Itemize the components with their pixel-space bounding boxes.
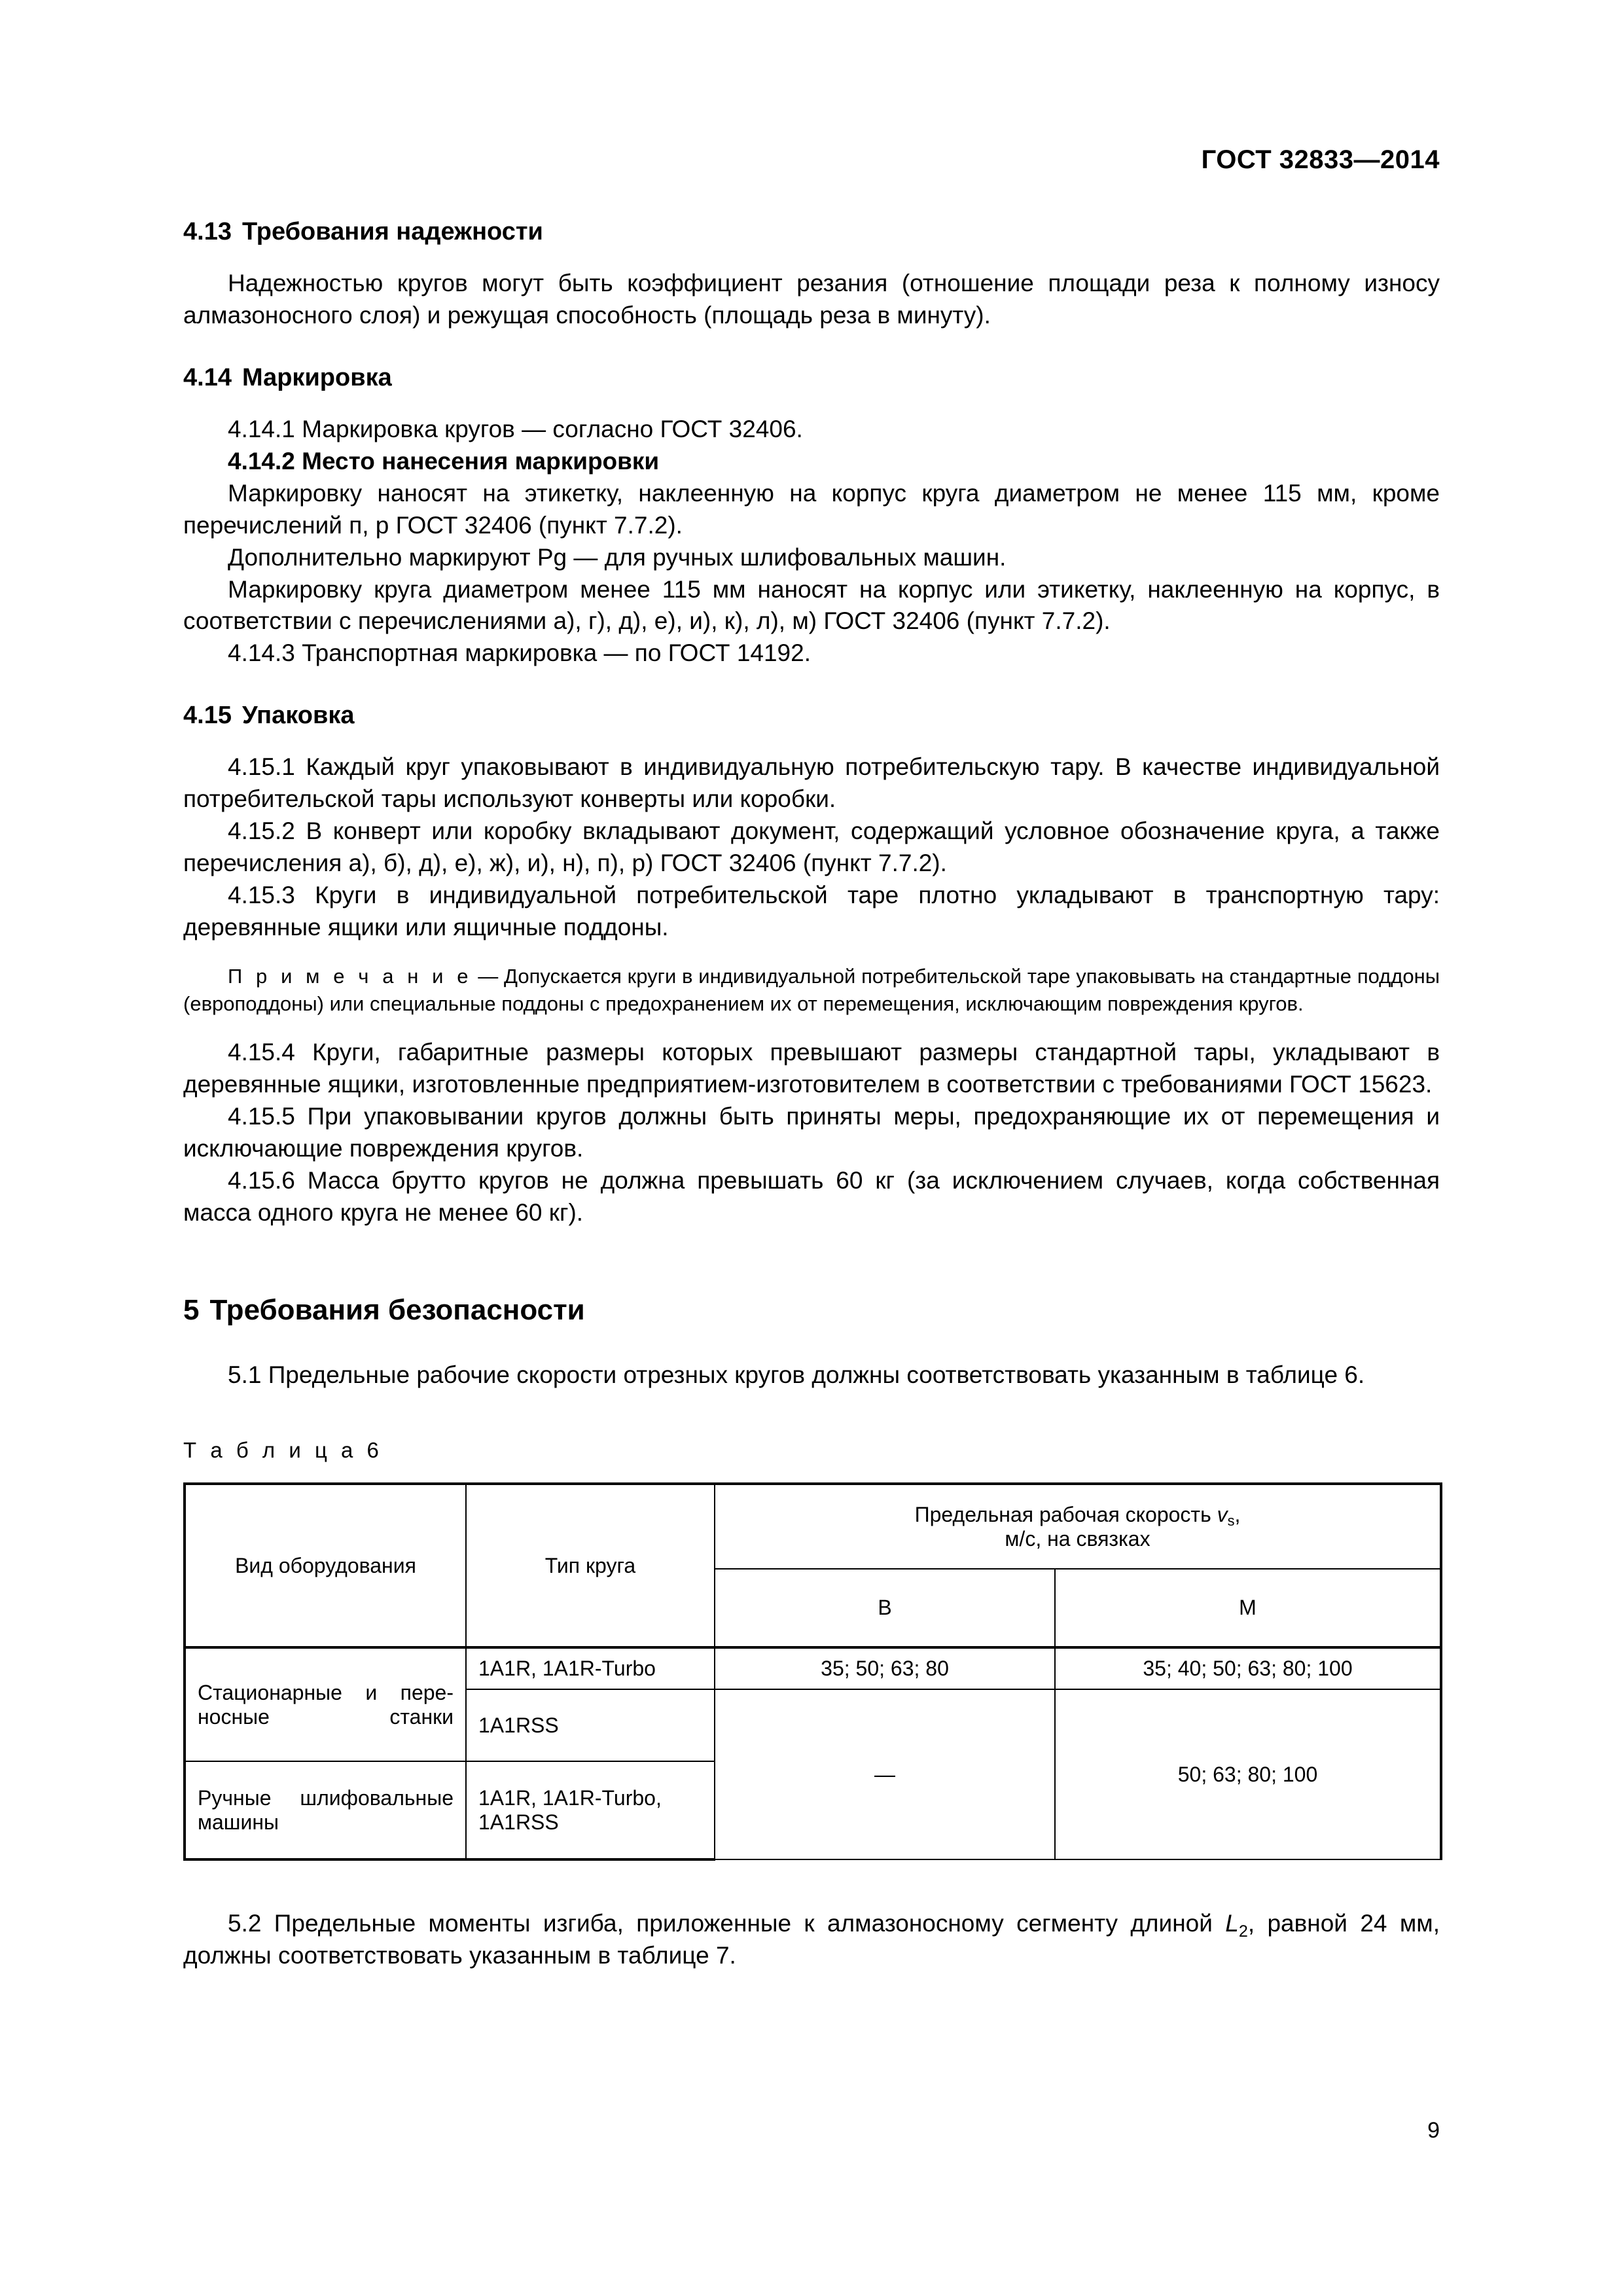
paragraph-4-13-1: Надежностью кругов могут быть коэффициент резания (отношение площади реза к полному износу алмазоносного слоя) и режущая способность (площадь реза в минуту).: [183, 270, 1440, 329]
table-header-row-1: [185, 1484, 1441, 1569]
paragraph-5-2: [183, 1908, 1440, 1972]
paragraph-4-14-3: 4.14.3 Транспортная маркировка — по ГОСТ 14192.: [228, 639, 811, 667]
section-title-4-14: Маркировка: [241, 364, 392, 392]
table-caption-6: Т а б л и ц а 6: [183, 1438, 383, 1463]
table-cell-speed-m-row1: 35; 40; 50; 63; 80; 100: [1055, 1647, 1441, 1689]
document-content: [183, 216, 1440, 1972]
page-header-standard-ref: ГОСТ 32833—2014: [1201, 145, 1440, 174]
table-cell-wheel-type-1a1rss: 1A1RSS: [466, 1689, 715, 1761]
page-number: 9: [1427, 2118, 1440, 2143]
table-header-speed-units: м/с, на связках: [1005, 1526, 1150, 1551]
table-header-bond-b: В: [715, 1569, 1055, 1647]
note-block: [183, 963, 1440, 1017]
note-label: П р и м е ч а н и е: [228, 965, 473, 988]
table-cell-speed-b-merged: —: [715, 1689, 1055, 1859]
table-header-equipment: Вид оборудования: [185, 1484, 466, 1647]
paragraph-5-2-subscript: 2: [1238, 1922, 1248, 1941]
table-cell-wheel-type-1a1r: 1A1R, 1A1R-Turbo: [466, 1647, 715, 1689]
table-header-wheel-type: Тип круга: [466, 1484, 715, 1647]
paragraph-4-14-2-body: Маркировку наносят на этикетку, наклеенную на корпус круга диаметром не менее 115 мм, кроме перечислений п, р ГОСТ 32406 (пункт 7.7.2).: [183, 480, 1440, 539]
table-cell-equipment-handheld: Ручные шлифовальные машины: [185, 1761, 466, 1859]
table-cell-wheel-type-handheld: 1A1R, 1A1R-Turbo, 1A1RSS: [466, 1761, 715, 1859]
paragraph-5-2-part-a: 5.2 Предельные моменты изгиба, приложенные к алмазоносному сегменту длиной: [228, 1910, 1226, 1937]
paragraph-4-15-1: 4.15.1 Каждый круг упаковывают в индивидуальную потребительскую тару. В качестве индивидуальной потребительской тары используют конверты или коробки.: [183, 753, 1440, 813]
table-header-bond-m: М: [1055, 1569, 1441, 1647]
section-heading-4-14: [183, 362, 1440, 394]
paragraph-4-14-2-small-wheels: Маркировку круга диаметром менее 115 мм наносят на корпус или этикетку, наклеенную на корпус, в соответствии с перечислениями а), г), д), е), и), к), л), м) ГОСТ 32406 (пункт 7.7.2).: [183, 575, 1440, 635]
section-heading-4-13: [183, 216, 1440, 248]
paragraph-5-2-symbol: L: [1225, 1910, 1239, 1937]
table-cell-equipment-stationary: Стационарные и переносные станки: [185, 1647, 466, 1761]
paragraph-5-1: 5.1 Предельные рабочие скорости отрезных кругов должны соответствовать указанным в таблице 6.: [228, 1361, 1365, 1388]
section-heading-5: [183, 1291, 1440, 1329]
paragraph-4-15-4: 4.15.4 Круги, габаритные размеры которых превышают размеры стандартной тары, укладывают в деревянные ящики, изготовленные предприятием-изготовителем в соответствии с требованиями ГОСТ 15623.: [183, 1039, 1440, 1098]
paragraph-4-15-3: 4.15.3 Круги в индивидуальной потребительской таре плотно укладывают в транспортную тару: деревянные ящики или ящичные поддоны.: [183, 881, 1440, 941]
section-heading-4-15: [183, 700, 1440, 732]
section-number-5: 5: [183, 1294, 200, 1327]
table-cell-speed-b-row1: 35; 50; 63; 80: [715, 1647, 1055, 1689]
section-title-4-13: Требования надежности: [241, 218, 543, 245]
table-header-speed-text-a: Предельная рабочая скорость: [914, 1502, 1217, 1526]
table-header-speed-comma: ,: [1234, 1502, 1241, 1526]
table-header-speed-subscript: s: [1227, 1513, 1235, 1530]
table-6: [183, 1482, 1442, 1861]
table-row: [185, 1647, 1441, 1689]
section-number-4-15: 4.15: [183, 702, 232, 730]
table-cell-speed-m-merged: 50; 63; 80; 100: [1055, 1689, 1441, 1859]
section-number-4-13: 4.13: [183, 218, 232, 245]
paragraph-4-14-1: 4.14.1 Маркировка кругов — согласно ГОСТ 32406.: [228, 416, 803, 443]
section-title-4-15: Упаковка: [241, 702, 355, 730]
paragraph-4-15-2: 4.15.2 В конверт или коробку вкладывают документ, содержащий условное обозначение круга, а также перечисления а), б), д), е), ж), и), н), п), р) ГОСТ 32406 (пункт 7.7.2).: [183, 817, 1440, 876]
note-text: — Допускается круги в индивидуальной потребительской таре упаковывать на стандартные поддоны (европоддоны) или специальные поддоны с предохранением их от перемещения, исключающим повреждения кругов.: [183, 965, 1440, 1015]
paragraph-4-14-2-extra: Дополнительно маркируют Pg — для ручных шлифовальных машин.: [228, 543, 1007, 571]
table-header-speed-symbol: v: [1217, 1502, 1228, 1526]
section-number-4-14: 4.14: [183, 364, 232, 392]
section-title-5: Требования безопасности: [209, 1294, 585, 1327]
paragraph-4-15-5: 4.15.5 При упаковывании кругов должны быть приняты меры, предохраняющие их от перемещения и исключающие повреждения кругов.: [183, 1103, 1440, 1162]
table-header-speed-group: [715, 1484, 1441, 1569]
subsection-heading-4-14-2: 4.14.2 Место нанесения маркировки: [228, 448, 660, 475]
paragraph-4-15-6: 4.15.6 Масса брутто кругов не должна превышать 60 кг (за исключением случаев, когда собственная масса одного круга не менее 60 кг).: [183, 1166, 1440, 1226]
paragraph-5-2-part-b: , равной 24 мм, должны соответствовать указанным в таблице 7.: [183, 1910, 1440, 1969]
